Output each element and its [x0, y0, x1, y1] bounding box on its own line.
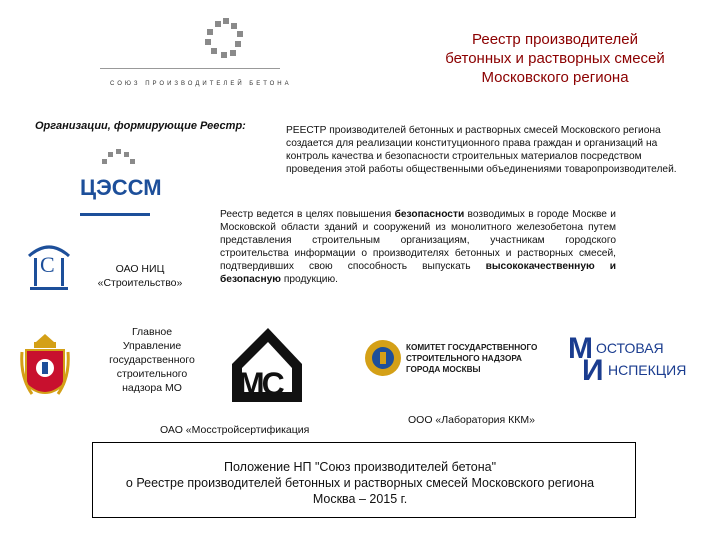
purpose-part: возводимых в городе Москве и Московской области зданий и сооружений из монолитного железобетона путем представления строительным организациям, участникам городского строительства информации о производителях бетонных и растворных смесей, подтвердивших свою способность выпускать	[220, 209, 616, 272]
intro-text: РЕЕСТР производителей бетонных и растворных смесей Московского региона создается для реализации конституционного права граждан и организаций на контроль качества и безопасности строительных материалов посредством проведения этой работы общественными объединениями товаропроизводителей.	[286, 125, 677, 175]
footer-line3: Москва – 2015 г.	[312, 492, 408, 506]
footer-line1: Положение НП "Союз производителей бетона"	[223, 460, 497, 474]
purpose-emphasis: высококачественную и безопасную	[220, 261, 616, 285]
moscow-emblem-icon	[364, 338, 404, 380]
ms-logo	[232, 326, 302, 402]
tsessm-wordmark: ЦЭССМ	[80, 175, 162, 200]
logo-divider	[100, 68, 280, 69]
committee-line: ГОРОДА МОСКВЫ	[406, 365, 481, 374]
purpose-emphasis: безопасности	[394, 209, 465, 220]
tsessm-logo	[80, 148, 160, 214]
mostovaya-initial-m: М	[568, 332, 593, 365]
committee-logo	[364, 338, 538, 380]
association-logo-text: СОЮЗ ПРОИЗВОДИТЕЛЕЙ БЕТОНА	[110, 81, 292, 87]
association-logo	[100, 15, 290, 95]
glav-line: строительного	[116, 368, 188, 380]
purpose-part: Реестр ведется в целях повышения	[220, 209, 395, 220]
title-line: Московского региона	[481, 69, 629, 86]
laboratory-caption: ООО «Лаборатория ККМ»	[408, 414, 535, 426]
moscow-oblast-emblem	[20, 332, 70, 404]
nic-letter: С	[40, 252, 55, 277]
glav-line: Главное	[131, 326, 173, 338]
purpose-part: продукцию.	[281, 274, 338, 285]
organizations-label: Организации, формирующие Реестр:	[35, 120, 246, 132]
glav-caption	[92, 325, 212, 395]
footer-line2: о Реестре производителей бетонных и растворных смесей Московского региона	[125, 476, 595, 490]
mostovaya-line1: ОСТОВАЯ	[596, 340, 664, 356]
glav-line: Управление	[122, 340, 182, 352]
coat-of-arms-icon	[20, 332, 70, 404]
dots-mark-icon	[100, 15, 290, 65]
title-line: бетонных и растворных смесей	[445, 50, 665, 67]
committee-line: СТРОИТЕЛЬНОГО НАДЗОРА	[406, 354, 522, 363]
ms-letters: МС	[238, 366, 282, 402]
glav-line: надзора МО	[122, 382, 182, 394]
nic-caption	[80, 262, 200, 290]
mostovaya-logo	[568, 332, 688, 388]
mostovaya-line2: НСПЕКЦИЯ	[608, 362, 687, 378]
committee-line: КОМИТЕТ ГОСУДАРСТВЕННОГО	[406, 343, 538, 352]
nic-logo	[26, 236, 72, 294]
page-title	[410, 30, 700, 87]
nic-line: ОАО НИЦ	[115, 263, 165, 275]
tsessm-dots-icon	[80, 148, 160, 170]
title-line: Реестр производителей	[472, 31, 638, 48]
purpose-text	[220, 208, 616, 286]
committee-text	[406, 342, 537, 375]
nic-line: «Строительство»	[97, 277, 183, 289]
glav-line: государственного	[109, 354, 195, 366]
tsessm-underline	[80, 213, 150, 216]
mostovaya-initial-i: И	[582, 354, 604, 387]
mosstroy-caption: ОАО «Мосстройсертификация	[160, 424, 310, 436]
